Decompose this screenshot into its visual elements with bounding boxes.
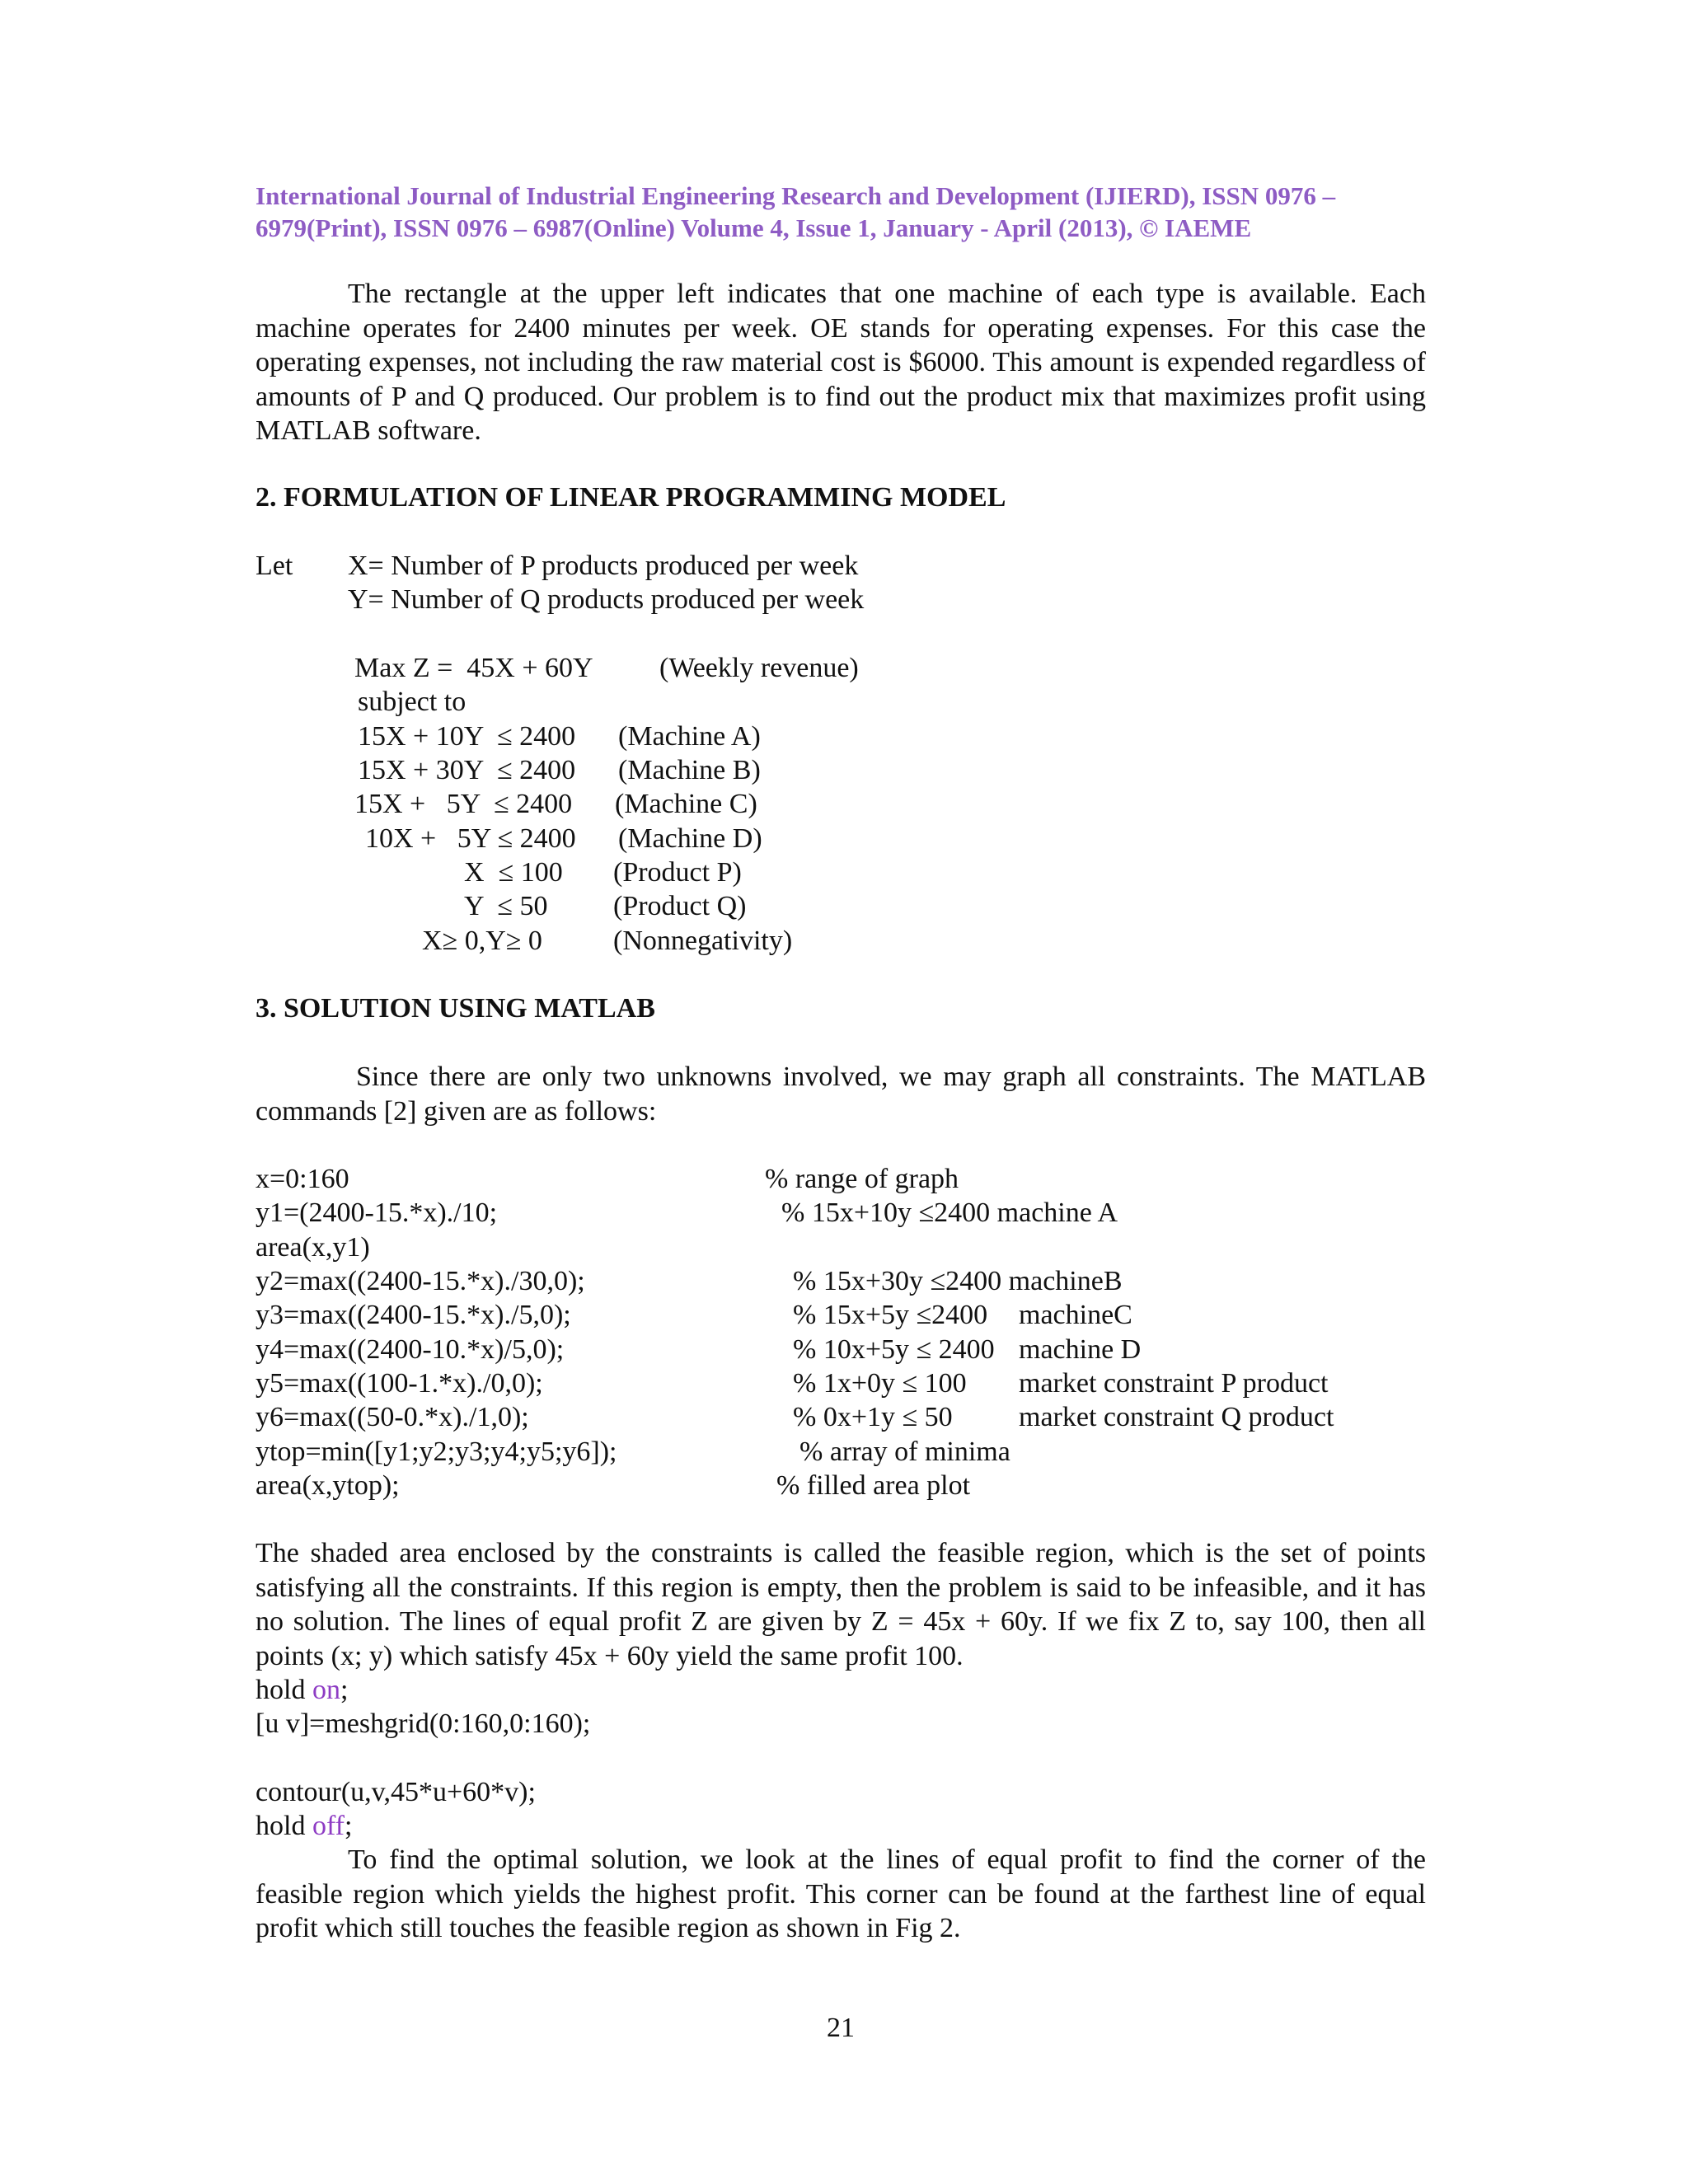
intro-paragraph: The rectangle at the upper left indicates that one machine of each type is available. Each machine operates for 2400 minutes per week. OE stands for operating expenses. For this case the operating expenses, not including the raw material cost is $6000. This amount is expended regardless of amounts of P and Q produced. Our problem is to find out the product mix that maximizes profit using MATLAB software.	[256, 279, 1426, 446]
code-line-7: y5=max((100-1.*x)./0,0);	[256, 1368, 543, 1399]
code-label-7: market constraint P product	[1019, 1368, 1329, 1399]
off-keyword: off	[312, 1811, 345, 1841]
semicolon: ;	[340, 1675, 349, 1705]
constraint-nonnegativity: X≥ 0,Y≥ 0	[422, 926, 542, 956]
code-line-1: x=0:160	[256, 1164, 349, 1194]
constraint-machine-b: 15X + 30Y ≤ 2400	[358, 755, 576, 785]
section-3-heading: 3. SOLUTION USING MATLAB	[256, 993, 655, 1024]
section-3-intro: Since there are only two unknowns involved, we may graph all constraints. The MATLAB commands [2] given are as follows:	[256, 1062, 1426, 1127]
on-keyword: on	[312, 1675, 340, 1705]
code-hold-on	[256, 1673, 348, 1708]
code-line-3: area(x,y1)	[256, 1232, 370, 1263]
constraint-product-p-note: (Product P)	[613, 857, 742, 888]
let-label: Let	[256, 551, 293, 581]
code-line-2: y1=(2400-15.*x)./10;	[256, 1197, 498, 1228]
constraint-machine-a: 15X + 10Y ≤ 2400	[358, 721, 576, 752]
section-2-heading: 2. FORMULATION OF LINEAR PROGRAMMING MODEL	[256, 482, 1006, 513]
definition-y: Y= Number of Q products produced per week	[348, 584, 865, 615]
hold-keyword: hold	[256, 1811, 312, 1841]
code-comment-2: % 15x+10y ≤2400 machine A	[781, 1197, 1118, 1228]
objective-note: (Weekly revenue)	[659, 653, 859, 683]
code-comment-4: % 15x+30y ≤2400 machineB	[793, 1266, 1123, 1296]
header-line-2: 6979(Print), ISSN 0976 – 6987(Online) Volume 4, Issue 1, January - April (2013), © IAEME	[256, 213, 1252, 242]
code-comment-5: % 15x+5y ≤2400	[793, 1300, 988, 1330]
code-line-5: y3=max((2400-15.*x)./5,0);	[256, 1300, 571, 1330]
code-line-8: y6=max((50-0.*x)./1,0);	[256, 1402, 529, 1432]
code-comment-8: % 0x+1y ≤ 50	[793, 1402, 953, 1432]
constraint-machine-c: 15X + 5Y ≤ 2400	[354, 789, 573, 819]
definition-x: X= Number of P products produced per week	[348, 551, 859, 581]
code-line-6: y4=max((2400-10.*x)/5,0);	[256, 1334, 565, 1365]
code-comment-10: % filled area plot	[776, 1470, 971, 1501]
constraint-product-q-note: (Product Q)	[613, 891, 747, 921]
code-line-10: area(x,ytop);	[256, 1470, 400, 1501]
hold-keyword: hold	[256, 1675, 312, 1705]
constraint-nonnegativity-note: (Nonnegativity)	[613, 926, 793, 956]
code-comment-1: % range of graph	[765, 1164, 959, 1194]
constraint-machine-b-note: (Machine B)	[618, 755, 761, 785]
constraint-machine-d-note: (Machine D)	[618, 823, 762, 854]
optimal-solution-paragraph: To find the optimal solution, we look at the lines of equal profit to find the corner of the feasible region which yields the highest profit. This corner can be found at the farthest line of equal profit which still touches the feasible region as shown in Fig 2.	[256, 1844, 1426, 1943]
feasible-region-paragraph: The shaded area enclosed by the constraints is called the feasible region, which is the set of points satisfying all the constraints. If this region is empty, then the problem is said to be infeasible, and it has no solution. The lines of equal profit Z are given by Z = 45x + 60y. If we fix Z to, say 100, then all points (x; y) which satisfy 45x + 60y yield the same profit 100.	[256, 1538, 1426, 1671]
page-number: 21	[827, 2013, 855, 2043]
header-line-1: International Journal of Industrial Engineering Research and Development (IJIERD), ISSN 0976 –	[256, 181, 1336, 210]
code-comment-9: % array of minima	[799, 1436, 1010, 1467]
code-comment-6: % 10x+5y ≤ 2400	[793, 1334, 995, 1365]
subject-to: subject to	[358, 687, 467, 717]
constraint-machine-c-note: (Machine C)	[615, 789, 757, 819]
constraint-product-q: Y ≤ 50	[464, 891, 548, 921]
journal-header	[256, 180, 1426, 244]
constraint-machine-d: 10X + 5Y ≤ 2400	[365, 823, 576, 854]
code-meshgrid: [u v]=meshgrid(0:160,0:160);	[256, 1708, 591, 1739]
code-label-5: machineC	[1019, 1300, 1132, 1330]
objective-function: Max Z = 45X + 60Y	[354, 653, 593, 683]
code-contour: contour(u,v,45*u+60*v);	[256, 1777, 536, 1807]
constraint-machine-a-note: (Machine A)	[618, 721, 761, 752]
semicolon: ;	[344, 1811, 353, 1841]
code-hold-off	[256, 1809, 352, 1844]
constraint-product-p: X ≤ 100	[464, 857, 563, 888]
code-line-4: y2=max((2400-15.*x)./30,0);	[256, 1266, 585, 1296]
code-label-8: market constraint Q product	[1019, 1402, 1334, 1432]
code-line-9: ytop=min([y1;y2;y3;y4;y5;y6]);	[256, 1436, 617, 1467]
code-comment-7: % 1x+0y ≤ 100	[793, 1368, 967, 1399]
code-label-6: machine D	[1019, 1334, 1142, 1365]
